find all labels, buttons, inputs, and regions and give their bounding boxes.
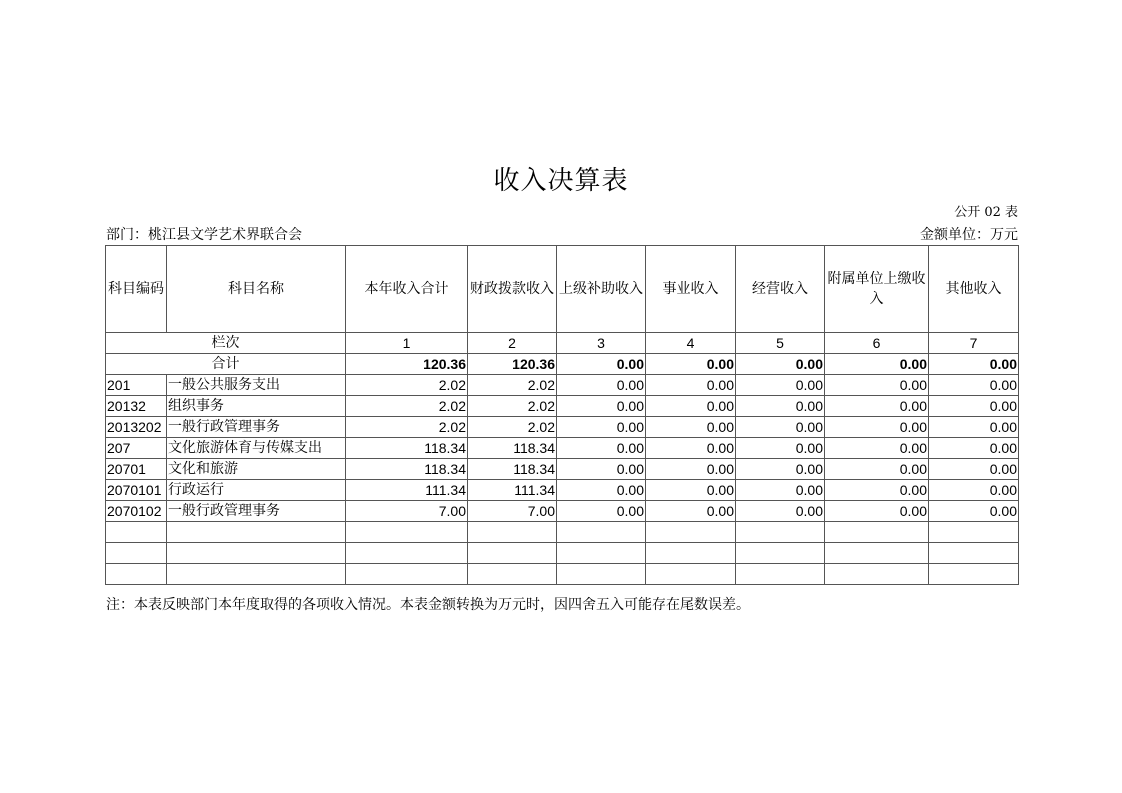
amount-cell: 0.00 (557, 375, 646, 396)
total-value: 0.00 (825, 354, 929, 375)
empty-cell (736, 564, 825, 585)
amount-cell: 2.02 (468, 396, 557, 417)
header-cell: 事业收入 (646, 246, 736, 333)
amount-cell: 0.00 (646, 417, 736, 438)
table-row (106, 480, 1019, 501)
empty-row (106, 543, 1019, 564)
amount-cell: 0.00 (825, 375, 929, 396)
subject-name: 行政运行 (167, 480, 346, 501)
amount-cell: 0.00 (557, 459, 646, 480)
total-value: 0.00 (646, 354, 736, 375)
department-label: 部门：桃江县文学艺术界联合会 (106, 227, 302, 243)
amount-cell: 0.00 (825, 438, 929, 459)
amount-cell: 0.00 (646, 396, 736, 417)
subject-name: 文化和旅游 (167, 459, 346, 480)
subject-name: 一般行政管理事务 (167, 501, 346, 522)
amount-cell: 0.00 (646, 375, 736, 396)
empty-cell (106, 522, 167, 543)
amount-cell: 0.00 (736, 375, 825, 396)
amount-cell: 0.00 (736, 438, 825, 459)
amount-cell: 0.00 (557, 438, 646, 459)
empty-cell (106, 564, 167, 585)
subject-code: 207 (106, 438, 167, 459)
subject-code: 2070101 (106, 480, 167, 501)
amount-cell: 0.00 (825, 459, 929, 480)
subject-name: 一般行政管理事务 (167, 417, 346, 438)
amount-cell: 0.00 (736, 396, 825, 417)
column-number: 6 (825, 333, 929, 354)
empty-cell (736, 543, 825, 564)
column-number: 3 (557, 333, 646, 354)
empty-cell (929, 522, 1019, 543)
column-number-label: 栏次 (106, 333, 346, 354)
empty-cell (557, 522, 646, 543)
empty-cell (646, 564, 736, 585)
amount-cell: 118.34 (346, 438, 468, 459)
empty-cell (468, 543, 557, 564)
amount-cell: 118.34 (468, 459, 557, 480)
empty-row (106, 564, 1019, 585)
empty-cell (929, 564, 1019, 585)
empty-cell (167, 543, 346, 564)
empty-cell (468, 522, 557, 543)
subject-code: 20132 (106, 396, 167, 417)
column-number-row (106, 333, 1019, 354)
amount-cell: 0.00 (825, 396, 929, 417)
column-number: 2 (468, 333, 557, 354)
column-number: 4 (646, 333, 736, 354)
empty-cell (825, 564, 929, 585)
header-cell: 科目编码 (106, 246, 167, 333)
amount-cell: 0.00 (929, 501, 1019, 522)
total-value: 0.00 (929, 354, 1019, 375)
amount-cell: 0.00 (736, 417, 825, 438)
column-number: 1 (346, 333, 468, 354)
amount-cell: 118.34 (468, 438, 557, 459)
amount-cell: 0.00 (646, 480, 736, 501)
total-value: 120.36 (468, 354, 557, 375)
column-number: 7 (929, 333, 1019, 354)
empty-cell (646, 522, 736, 543)
amount-cell: 111.34 (468, 480, 557, 501)
empty-cell (557, 564, 646, 585)
amount-cell: 0.00 (557, 417, 646, 438)
total-value: 120.36 (346, 354, 468, 375)
empty-cell (646, 543, 736, 564)
subject-code: 2013202 (106, 417, 167, 438)
amount-cell: 0.00 (929, 480, 1019, 501)
header-cell: 经营收入 (736, 246, 825, 333)
header-cell: 科目名称 (167, 246, 346, 333)
empty-cell (346, 543, 468, 564)
amount-cell: 2.02 (346, 396, 468, 417)
header-cell: 上级补助收入 (557, 246, 646, 333)
table-row (106, 459, 1019, 480)
amount-cell: 0.00 (929, 417, 1019, 438)
amount-cell: 0.00 (646, 501, 736, 522)
form-code-text: 公开 02 表 (954, 205, 1018, 220)
header-cell: 附属单位上缴收入 (825, 246, 929, 333)
amount-cell: 0.00 (929, 438, 1019, 459)
empty-cell (167, 564, 346, 585)
amount-cell: 2.02 (468, 417, 557, 438)
amount-cell: 0.00 (736, 459, 825, 480)
amount-cell: 2.02 (346, 417, 468, 438)
amount-cell: 0.00 (825, 480, 929, 501)
amount-cell: 0.00 (825, 417, 929, 438)
header-row (106, 246, 1019, 333)
amount-cell: 0.00 (736, 480, 825, 501)
subject-code: 201 (106, 375, 167, 396)
total-row (106, 354, 1019, 375)
table-row (106, 375, 1019, 396)
amount-cell: 118.34 (346, 459, 468, 480)
amount-cell: 0.00 (929, 375, 1019, 396)
empty-cell (825, 543, 929, 564)
total-label: 合计 (106, 354, 346, 375)
amount-unit-label: 金额单位：万元 (920, 227, 1018, 243)
empty-cell (346, 522, 468, 543)
amount-cell: 0.00 (825, 501, 929, 522)
empty-cell (106, 543, 167, 564)
empty-cell (557, 543, 646, 564)
subject-name: 一般公共服务支出 (167, 375, 346, 396)
total-value: 0.00 (736, 354, 825, 375)
amount-cell: 0.00 (646, 459, 736, 480)
subject-code: 2070102 (106, 501, 167, 522)
table-row (106, 417, 1019, 438)
amount-cell: 7.00 (468, 501, 557, 522)
amount-cell: 0.00 (646, 438, 736, 459)
income-table (105, 245, 1019, 585)
amount-cell: 0.00 (929, 396, 1019, 417)
subject-name: 组织事务 (167, 396, 346, 417)
form-code (954, 205, 1018, 221)
amount-cell: 111.34 (346, 480, 468, 501)
amount-cell: 0.00 (557, 480, 646, 501)
amount-cell: 2.02 (468, 375, 557, 396)
amount-cell: 0.00 (929, 459, 1019, 480)
empty-row (106, 522, 1019, 543)
column-number: 5 (736, 333, 825, 354)
empty-cell (346, 564, 468, 585)
empty-cell (167, 522, 346, 543)
empty-cell (825, 522, 929, 543)
table-row (106, 438, 1019, 459)
empty-cell (468, 564, 557, 585)
subject-name: 文化旅游体育与传媒支出 (167, 438, 346, 459)
total-value: 0.00 (557, 354, 646, 375)
amount-cell: 0.00 (736, 501, 825, 522)
header-cell: 其他收入 (929, 246, 1019, 333)
report-title: 收入决算表 (493, 166, 629, 196)
table-row (106, 501, 1019, 522)
header-cell: 本年收入合计 (346, 246, 468, 333)
header-cell: 财政拨款收入 (468, 246, 557, 333)
amount-cell: 0.00 (557, 396, 646, 417)
amount-cell: 7.00 (346, 501, 468, 522)
empty-cell (736, 522, 825, 543)
amount-cell: 2.02 (346, 375, 468, 396)
footnote: 注：本表反映部门本年度取得的各项收入情况。本表金额转换为万元时，因四舍五入可能存在尾数误差。 (106, 597, 750, 613)
amount-cell: 0.00 (557, 501, 646, 522)
subject-code: 20701 (106, 459, 167, 480)
table-row (106, 396, 1019, 417)
empty-cell (929, 543, 1019, 564)
